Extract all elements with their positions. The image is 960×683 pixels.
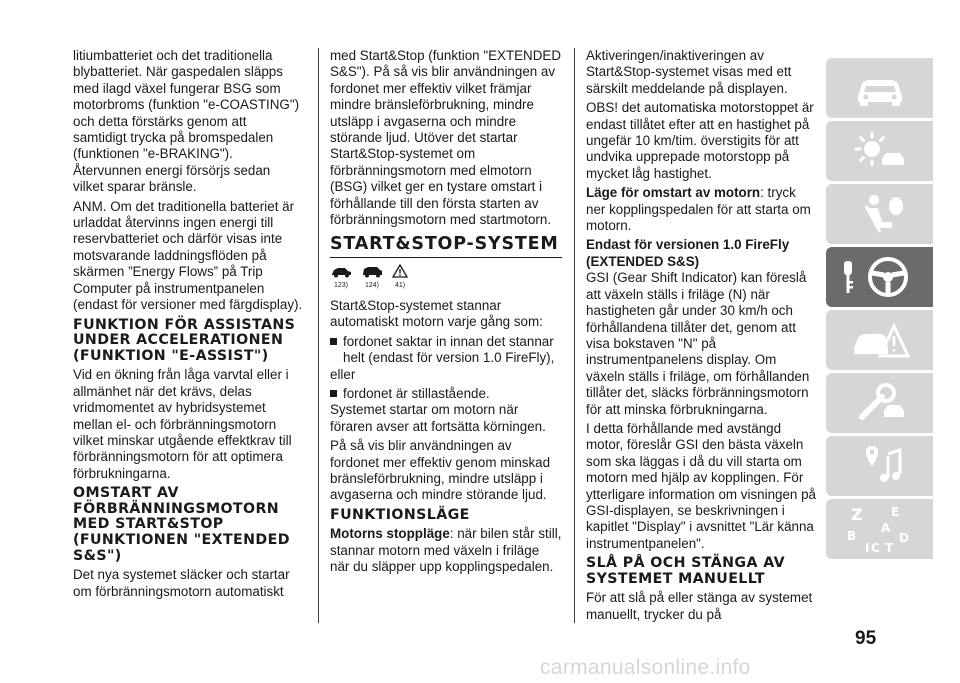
paragraph: med Start&Stop (funktion "EXTENDED S&S"). På så vis blir användningen av fordonet mer effektiv vilket främjar mindre bränsleförbrukning, mindre utsläpp i avgaserna och mindre störande ljud. Utöver det startar Start&Stop-systemet om förbränningsmotorn med elmotorn (BSG) vilket ger en tystare omstart i förhållande till den första starten av förbränningsmotorn med startmotorn. <box>330 48 561 228</box>
list-item <box>330 334 562 367</box>
paragraph: OBS! det automatiska motorstoppet är endast tillåtet efter att en hastighet på ungefär 10 km/tim. överstigits för att undvika upprepade motorstopp på mycket låg hastighet. <box>586 100 814 181</box>
alphabetical-index-icon <box>845 502 915 556</box>
index-letter: A <box>880 521 890 535</box>
index-letter: T <box>884 541 893 555</box>
tab-car[interactable] <box>826 58 933 118</box>
text-column-2 <box>330 48 562 579</box>
paragraph: För att slå på eller stänga av systemet manuellt, trycker du på <box>586 590 813 622</box>
term-label: Läge för omstart av motorn <box>586 185 761 201</box>
paragraph: litiumbatteriet och det traditionella blybatteriet. När gaspedalen släpps med ilagd växel fungerar BSG som motorbroms (funktion "e-COASTING") och detta förstärks genom att samtidigt trycka på bromspedalen (funktionen "e-BRAKING"). Återvunnen energi försörjs sedan vilket sparar bränsle. <box>73 48 300 195</box>
paragraph <box>330 526 562 575</box>
paragraph: Systemet startar om motorn när föraren avser att fortsätta körningen. <box>330 402 546 434</box>
paragraph <box>586 185 818 234</box>
warning-triangle-car-icon <box>850 318 910 362</box>
tab-starting-driving[interactable] <box>826 247 933 307</box>
index-letter: I <box>864 541 869 555</box>
index-letter: Z <box>850 505 863 524</box>
seat-airbag-icon <box>852 192 908 236</box>
index-letter: D <box>898 531 909 545</box>
list-item-text: fordonet saktar in innan det stannar helt (endast för version 1.0 FireFly), <box>343 333 555 366</box>
tab-maintenance[interactable] <box>826 373 933 433</box>
key-steering-wheel-icon <box>840 253 920 301</box>
car-model-icon <box>361 264 383 278</box>
bullet-icon <box>330 338 337 345</box>
tab-index[interactable] <box>826 499 933 559</box>
list-item <box>330 386 562 402</box>
tab-safety[interactable] <box>826 184 933 244</box>
chapter-tab-sidebar <box>826 58 933 562</box>
watermark-text: carmanualsonline.info <box>540 656 751 679</box>
reference-number: 124) <box>364 282 379 290</box>
term-label: Motorns stoppläge <box>330 526 450 542</box>
text-column-3 <box>586 48 818 626</box>
heading-underline <box>330 257 562 258</box>
car-model-icon <box>330 264 352 278</box>
reference-icon-row <box>330 264 562 294</box>
reference-number: 41) <box>394 282 406 290</box>
paragraph: ANM. Om det traditionella batteriet är urladdat återvinns ingen energi till reservbatteriet och därför visas inte motsvarande laddningsflöden på skärmen ”Energy Flows” på Trip Computer på instrumentpanelen (endast för versioner med färgdisplay). <box>73 198 303 313</box>
tab-multimedia[interactable] <box>826 436 933 496</box>
column-divider <box>574 48 575 623</box>
term-text: : tryck ner kopplingspedalen för att starta om motorn. <box>586 185 811 234</box>
paragraph: Vid en ökning från låga varvtal eller i allmänhet när det krävs, delas vridmomentet av hybridsystemet mellan el- och förbränningsmotorn vilket minskar utgående effektkrav till förbränningsmotorn för att optimera förbrukningarna. <box>73 367 292 481</box>
section-heading: SLÅ PÅ OCH STÄNGA AV SYSTEMET MANUELLT <box>586 555 785 587</box>
bullet-icon <box>330 390 337 397</box>
subheading: Endast för versionen 1.0 FireFly (EXTENDED S&S) <box>586 237 790 269</box>
tab-emergency[interactable] <box>826 310 933 370</box>
wrench-maintenance-icon <box>852 381 908 425</box>
paragraph: På så vis blir användningen av fordonet mer effektiv genom minskad bränsleförbrukning, mindre utsläpp i avgaserna och mindre störande ljud. <box>330 438 551 503</box>
tab-dashboard[interactable] <box>826 121 933 181</box>
dashboard-lights-icon <box>852 129 908 173</box>
paragraph: I detta förhållande med avstängd motor, föreslår GSI den bästa växeln som ska läggas i då du vill starta om motorn med hjälp av kopplingen. För ytterligare information om visningen på GSI-displayen, se beskrivningen i kapitlet "Display" i avsnittet "Lär känna instrumentpanelen". <box>586 420 816 551</box>
paragraph: GSI (Gear Shift Indicator) kan föreslå att växeln ställs i friläge (N) när hastigheten går under 30 km/h och förhållandena tillåter det, genom att visa bokstaven "N" på instrumentpanelens display. Om växeln ställs i friläge, om förhållanden tillåter det, släcks förbränningsmotorn för att minska förbrukningarna. <box>586 270 810 417</box>
reference-item <box>361 264 383 294</box>
chapter-heading: START&STOP-SYSTEM <box>330 234 559 255</box>
reference-number: 123) <box>333 282 348 290</box>
car-icon <box>852 68 908 108</box>
section-heading: FUNKTIONSLÄGE <box>330 506 470 523</box>
term-text: : när bilen står still, stannar motorn med växeln i friläge när du släpper upp kopplingspedalen. <box>330 526 562 575</box>
paragraph: Start&Stop-systemet stannar automatiskt motorn varje gång som: <box>330 297 543 330</box>
paragraph: eller <box>330 366 356 382</box>
reference-item <box>392 264 408 294</box>
section-heading: OMSTART AV FÖRBRÄNNINGSMOTORN MED START&STOP (FUNKTIONEN "EXTENDED S&S") <box>73 485 290 564</box>
page-number: 95 <box>855 628 877 649</box>
music-navigation-icon <box>852 444 908 488</box>
paragraph: Det nya systemet släcker och startar om förbränningsmotorn automatiskt <box>73 567 290 599</box>
index-letter: B <box>846 529 856 543</box>
reference-item <box>330 264 352 294</box>
index-letter: E <box>890 505 899 519</box>
section-heading: FUNKTION FÖR ASSISTANS UNDER ACCELERATIONEN (FUNKTION "E-ASSIST") <box>73 316 296 364</box>
index-letter: C <box>870 541 880 555</box>
column-divider <box>318 48 319 623</box>
text-column-1 <box>73 48 303 603</box>
list-item-text: fordonet är stillastående. <box>343 385 490 401</box>
paragraph: Aktiveringen/inaktiveringen av Start&Stop-systemet visas med ett särskilt meddelande på displayen. <box>586 48 792 96</box>
warning-triangle-icon <box>392 264 408 278</box>
